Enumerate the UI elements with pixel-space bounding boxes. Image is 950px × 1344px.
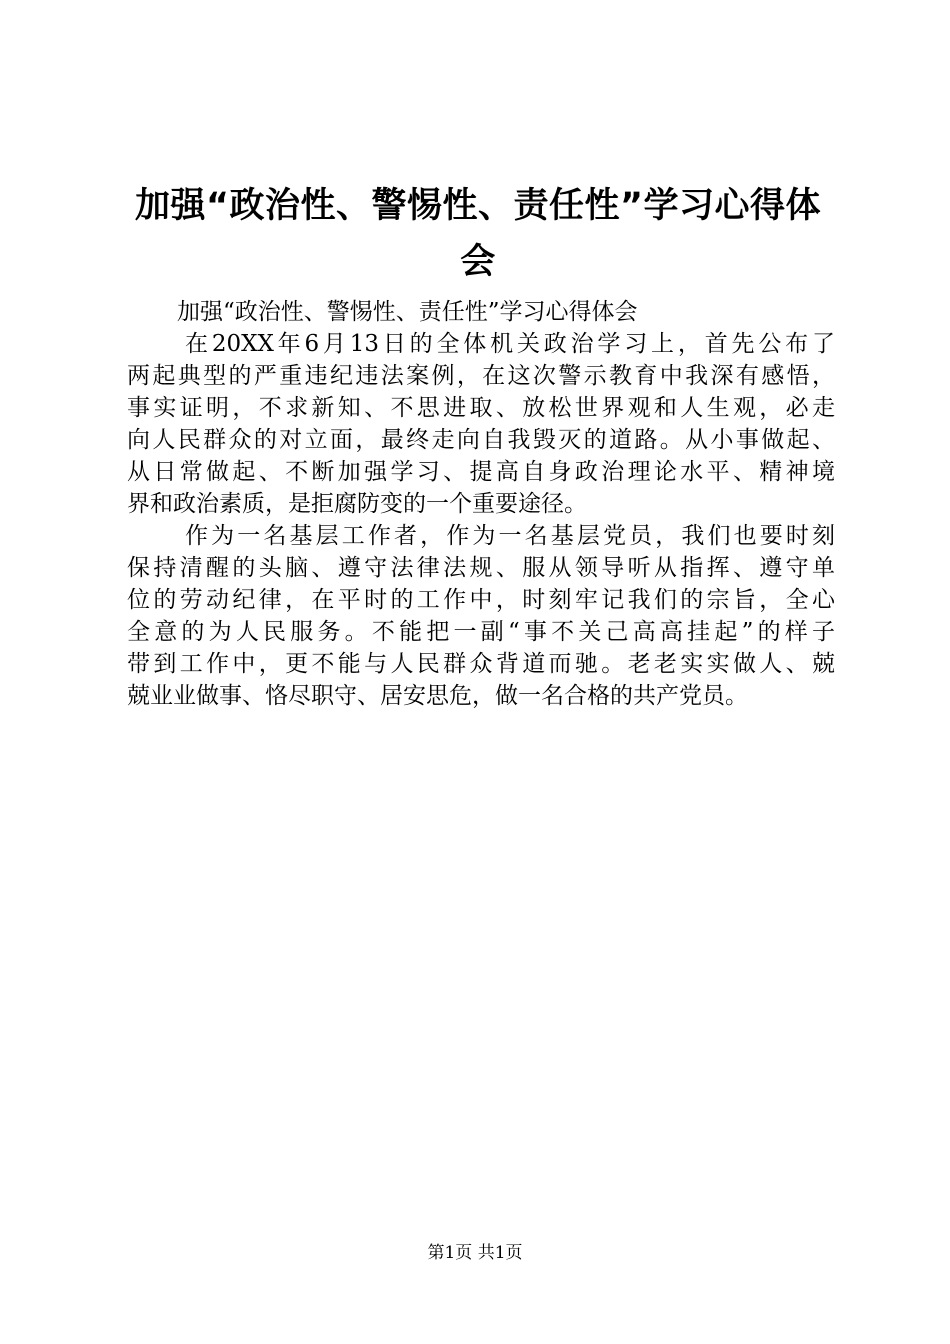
title-line: 会	[460, 242, 496, 282]
title-line: 加强“政治性、警惕性、责任性”学习心得体	[134, 186, 821, 226]
paragraph-1-line: 从日常做起、不断加强学习、提高自身政治理论水平、精神境	[127, 459, 835, 485]
paragraph-2-line: 作为一名基层工作者，作为一名基层党员，我们也要时刻	[185, 523, 835, 549]
paragraph-2-line: 兢业业做事、恪尽职守、居安思危，做一名合格的共产党员。	[127, 683, 748, 709]
paragraph-1-line: 事实证明，不求新知、不思进取、放松世界观和人生观，必走	[127, 395, 835, 421]
paragraph-1-line: 界和政治素质，是拒腐防变的一个重要途径。	[127, 491, 587, 517]
paragraph-2-line: 位的劳动纪律，在平时的工作中，时刻牢记我们的宗旨，全心	[127, 587, 835, 613]
page-footer: 第1页 共1页	[427, 1243, 523, 1263]
paragraph-1-line: 向人民群众的对立面，最终走向自我毁灭的道路。从小事做起、	[127, 427, 835, 453]
paragraph-1-line: 在20XX年6月13日的全体机关政治学习上，首先公布了	[185, 331, 835, 357]
document-title	[118, 178, 838, 290]
paragraph-2-line: 保持清醒的头脑、遵守法律法规、服从领导听从指挥、遵守单	[127, 555, 835, 581]
document-body	[127, 296, 835, 712]
paragraph-2-line: 带到工作中，更不能与人民群众背道而驰。老老实实做人、兢	[127, 651, 835, 677]
paragraph-2-line: 全意的为人民服务。不能把一副“事不关己高高挂起”的样子	[127, 619, 835, 645]
paragraph-1-line: 两起典型的严重违纪违法案例，在这次警示教育中我深有感悟，	[127, 363, 835, 389]
document-subtitle: 加强“政治性、警惕性、责任性”学习心得体会	[177, 299, 638, 325]
